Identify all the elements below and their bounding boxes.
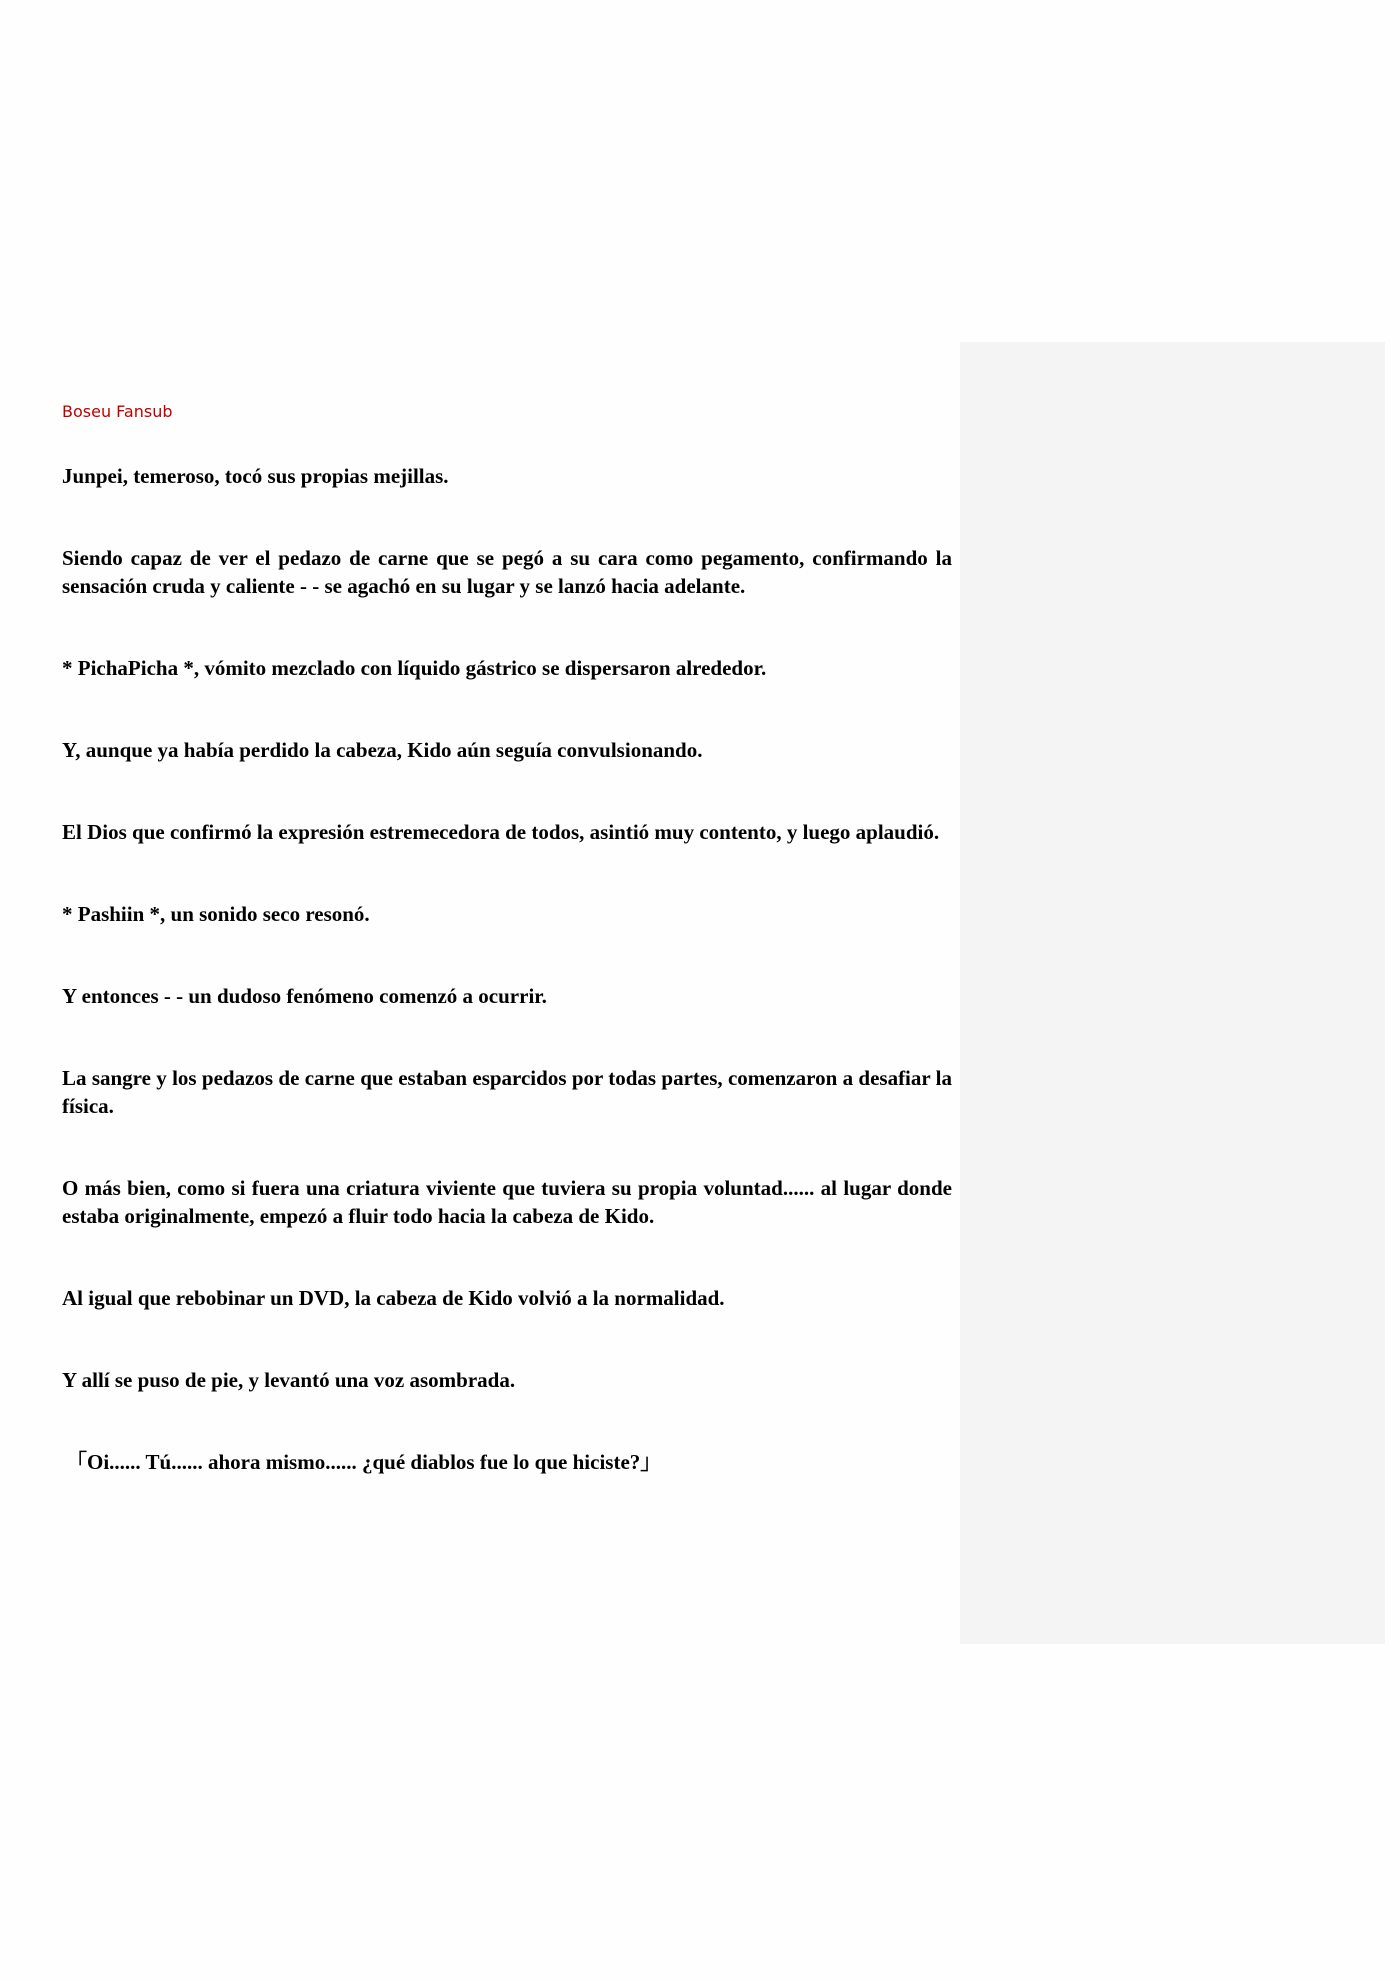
- paragraph-5: El Dios que confirmó la expresión estremecedora de todos, asintió muy contento, y luego aplaudió.: [62, 820, 940, 844]
- paragraph-1: Junpei, temeroso, tocó sus propias mejillas.: [62, 464, 449, 488]
- document-body: [62, 462, 952, 1530]
- paragraph-3: * PichaPicha *, vómito mezclado con líquido gástrico se dispersaron alrededor.: [62, 656, 767, 680]
- paragraph-11: Y allí se puso de pie, y levantó una voz asombrada.: [62, 1368, 516, 1392]
- paragraph-6: * Pashiin *, un sonido seco resonó.: [62, 902, 370, 926]
- fansub-header: Boseu Fansub: [62, 402, 173, 421]
- paragraph-7: Y entonces - - un dudoso fenómeno comenzó a ocurrir.: [62, 984, 547, 1008]
- paragraph-10: Al igual que rebobinar un DVD, la cabeza de Kido volvió a la normalidad.: [62, 1286, 725, 1310]
- paragraph-4: Y, aunque ya había perdido la cabeza, Kido aún seguía convulsionando.: [62, 738, 703, 762]
- comment-margin-panel: [960, 342, 1385, 1644]
- dialogue-line: 「Oi...... Tú...... ahora mismo...... ¿qué diablos fue lo que hiciste?」: [66, 1450, 662, 1474]
- paragraph-8: La sangre y los pedazos de carne que estaban esparcidos por todas partes, comenzaron a desafiar la física.: [62, 1066, 952, 1118]
- paragraph-9: O más bien, como si fuera una criatura viviente que tuviera su propia voluntad...... al lugar donde estaba originalmente, empezó a fluir todo hacia la cabeza de Kido.: [62, 1176, 952, 1228]
- paragraph-2: Siendo capaz de ver el pedazo de carne que se pegó a su cara como pegamento, confirmando la sensación cruda y caliente - - se agachó en su lugar y se lanzó hacia adelante.: [62, 546, 952, 598]
